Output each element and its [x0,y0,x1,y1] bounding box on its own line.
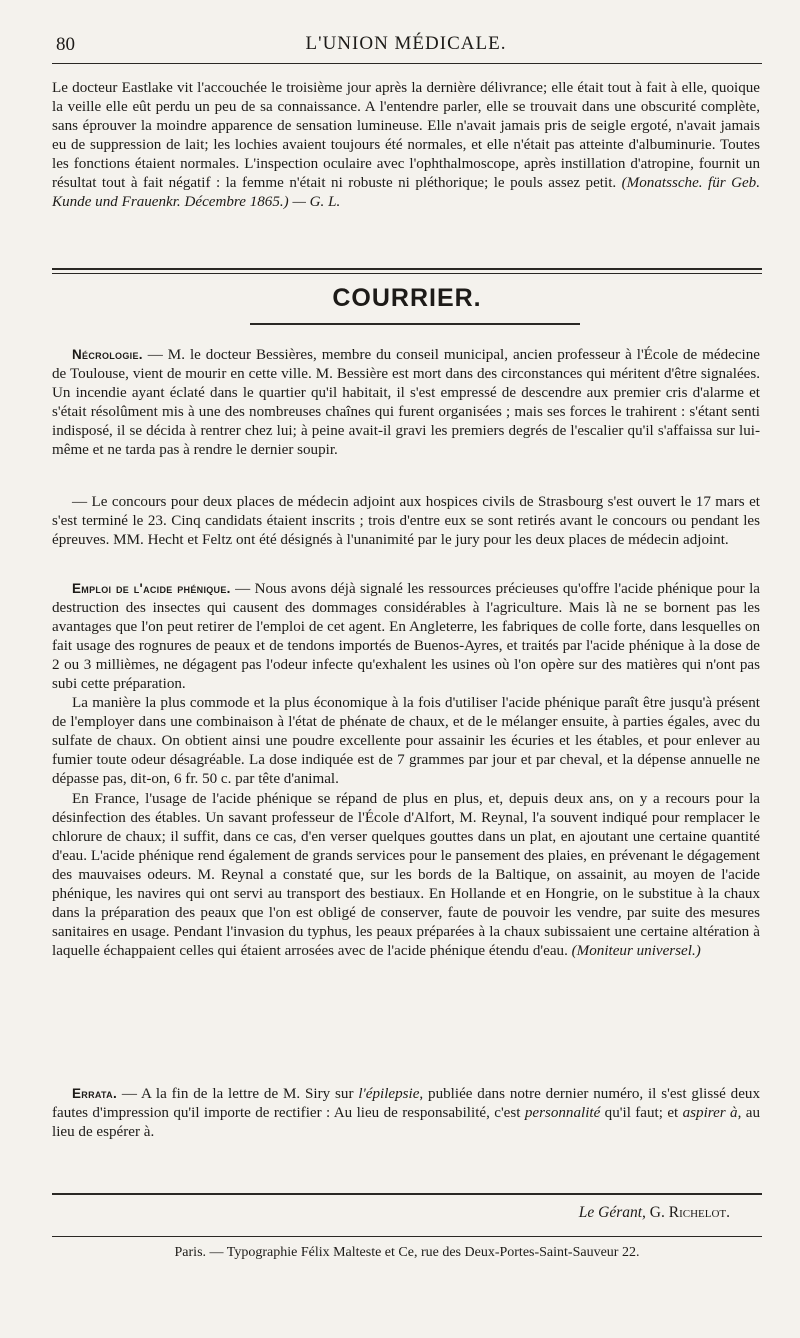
necrologie-label: Nécrologie. [72,347,143,362]
printer-imprint: Paris. — Typographie Félix Malteste et Ce, rue des Deux-Portes-Saint-Sauveur 22. [174,1245,640,1260]
necrologie-text: — M. le docteur Bessières, membre du conseil municipal, ancien professeur à l'École de médecine de Toulouse, vient de mourir en cette ville. M. Bessière est mort dans des circonstances qui méritent d'être signalées. Un incendie ayant éclaté dans le quartier qu'il habitait, il s'est empressé de descendre aux premier cris d'alarme et s'était résolûment mis à une des nombreuses chaînes qui furent organisées ; mais ses forces le trahirent : s'étant senti indisposé, il se décida à rentrer chez lui; à peine avait-il gravi les premiers degrés de l'escalier qu'il s'affaissa sur lui-même et ne tarda pas à rendre le dernier soupir. [52,347,760,459]
emploi-source: (Moniteur universel.) [571,942,701,959]
footer-rule-top [52,1193,762,1195]
page-number: 80 [56,34,75,55]
errata-text-a: — A la fin de la lettre de M. Siry sur [117,1086,359,1102]
emploi-p1: — Nous avons déjà signalé les ressources précieuses qu'offre l'acide phénique pour la destruction des insectes qui causent des dommages considérables à l'agriculture. Mais là ne se bornent pas les avantages que l'on peut retirer de l'emploi de cet agent. En Angleterre, les fabriques de colle forte, dans lesquelles on fait usage des rognures de peaux et de tendons importés de Buenos-Ayres, et traités par l'acide phénique à la dose de 2 ou 3 millièmes, ne dégagent pas l'odeur infecte qu'exhalent les usines où l'on opère sur des matières qui n'ont pas subi cette préparation. [52,581,760,693]
errata-italic-a: l'épilepsie [358,1086,420,1102]
concours-text: — Le concours pour deux places de médecin adjoint aux hospices civils de Strasbourg s'est ouvert le 17 mars et s'est terminé le 23. Cinq candidats étaient inscrits ; trois d'entre eux se sont retirés avant le concours ou pendant les épreuves. MM. Hecht et Feltz ont été désignés à l'unanimité par le jury pour les deux places de médecin adjoint. [52,494,760,549]
footer-rule-bottom [52,1236,762,1237]
intro-citation: (Monatssche. für Geb. Kunde und Frauenkr. Décembre 1865.) — G. L. [52,175,761,211]
signature-role: Le Gérant, [578,1204,646,1221]
signature [579,1204,730,1222]
emploi-label: Emploi de l'acide phénique. [72,581,231,596]
errata-italic-c: aspirer à [682,1105,738,1122]
section-title: COURRIER. [332,284,482,312]
errata-italic-b: personnalité [524,1105,601,1122]
errata-paragraph [52,1084,760,1142]
section-heading-block [52,270,762,340]
errata-text-d: , au lieu de espérer à. [52,1105,760,1141]
emploi-section [52,579,760,961]
intro-text: Le docteur Eastlake vit l'accouchée le troisième jour après la dernière délivrance; elle était tout à fait à elle, quoique la veille elle eût perdu un peu de sa connaissance. A l'entendre parler, elle se trouvait dans une obscurité complète, sans éprouver la moindre apparence de sensation lumineuse. Elle n'avait jamais pris de seigle ergoté, n'avait jamais eu de suppression de lait; les lochies avaient toujours été normales, et elle n'était pas atteinte d'albuminurie. Toutes les fonctions étaient normales. L'inspection oculaire avec l'ophthalmoscope, après instillation d'atropine, fournit un résultat tout à fait négatif : la femme n'était ni robuste ni pléthorique; le pouls assez petit. [52,80,760,192]
necrologie-paragraph [52,345,760,460]
errata-label: Errata. [72,1086,118,1101]
errata-text-c: qu'il faut; et [600,1105,683,1122]
journal-title: L'UNION MÉDICALE. [305,33,507,54]
emploi-p3: En France, l'usage de l'acide phénique se répand de plus en plus, et, depuis deux ans, on y a recours pour la désinfection des étables. Un savant professeur de l'École d'Alfort, M. Reynal, l'a souvent indiqué pour remplacer le chlorure de chaux; il suffit, dans ce cas, d'en verser quelques gouttes dans un plat, en ajoutant une certaine quantité d'eau. L'acide phénique rend également de grands services pour le pansement des plaies, en prévenant le dégagement des mauvaises odeurs. M. Reynal a constaté que, sur les bords de la Baltique, on assainit, au moyen de l'acide phénique, les navires qui ont servi au transport des bestiaux. En Hollande et en Hongrie, on le substitue à la chaux dans la préparation des peaux que l'on est obligé de conserver, faute de pouvoir les vendre, par suite des mesures sanitaires en usage. Pendant l'invasion du typhus, les peaux préparées à la chaux subissaient une certaine altération à laquelle échappaient celles qui étaient arrosées avec de l'acide phénique étendu d'eau. [52,790,760,959]
emploi-p2: La manière la plus commode et la plus économique à la fois d'utiliser l'acide phénique paraît être jusqu'à présent de l'employer dans une combinaison à l'état de phénate de chaux, et de le mélanger ensuite, à parties égales, avec du sulfate de chaux. On obtient ainsi une poudre excellente pour assainir les écuries et les étables, et pour enlever au fumier toute odeur désagréable. La dose indiquée est de 7 grammes par jour et par cheval, et la dépense annuelle ne dépasse pas, dit-on, 6 fr. 50 c. par tête d'animal. [52,695,760,788]
intro-paragraph [52,79,760,212]
signature-name: G. Richelot. [649,1204,730,1221]
header-rule [52,63,762,64]
errata-text-b: , publiée dans notre dernier numéro, il s'est glissé deux fautes d'impression qu'il importe de rectifier : Au lieu de responsabilité, c'est [52,1086,760,1122]
section-title-underline [250,323,580,325]
page-header [52,30,760,60]
concours-paragraph [52,493,760,550]
